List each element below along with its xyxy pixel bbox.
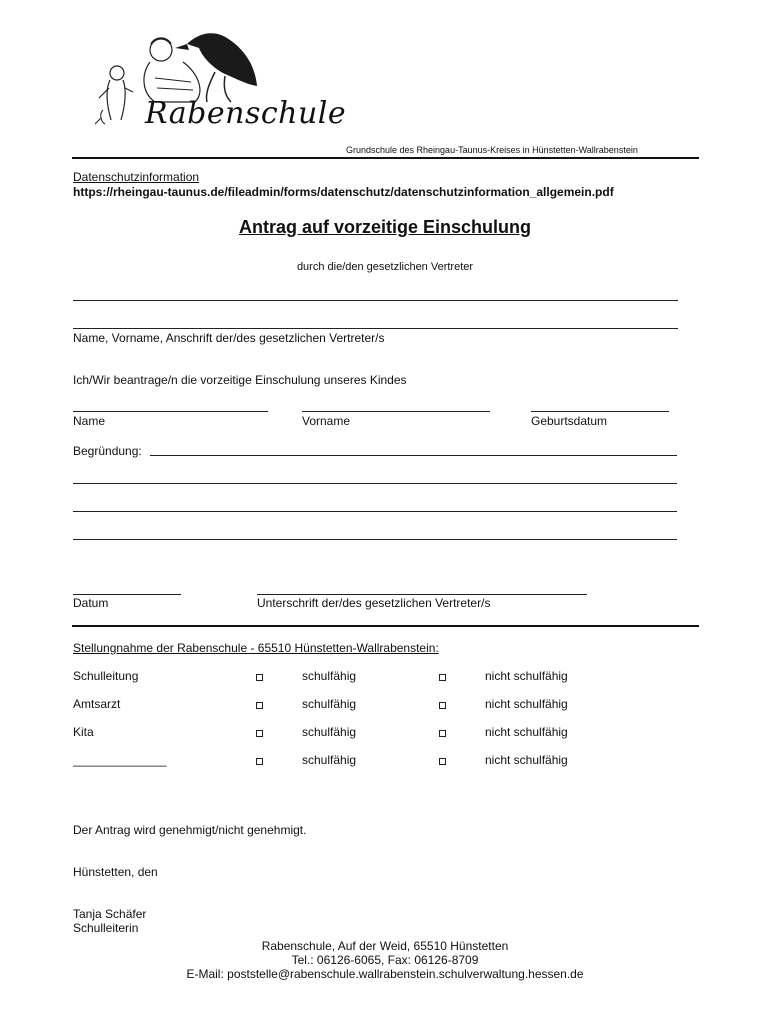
option-schulfaehig: schulfähig <box>302 725 357 739</box>
option-nicht-schulfaehig: nicht schulfähig <box>485 669 568 683</box>
option-schulfaehig: schulfähig <box>302 669 357 683</box>
option-schulfaehig: schulfähig <box>302 697 357 711</box>
date-label: Datum <box>73 596 109 610</box>
footer-phone: Tel.: 06126-6065, Fax: 06126-8709 <box>291 953 479 967</box>
privacy-url[interactable]: https://rheingau-taunus.de/fileadmin/forms/datenschutz/datenschutzinformation_allgemein.pdf <box>73 185 614 199</box>
option-nicht-schulfaehig: nicht schulfähig <box>485 753 568 767</box>
checkbox-nicht-schulfaehig[interactable] <box>439 758 446 765</box>
checkbox-nicht-schulfaehig[interactable] <box>439 730 446 737</box>
checkbox-nicht-schulfaehig[interactable] <box>439 674 446 681</box>
row-label-blank[interactable]: ______________ <box>73 753 167 767</box>
request-text: Ich/Wir beantrage/n die vorzeitige Einschulung unseres Kindes <box>73 373 407 387</box>
reason-field-line-3[interactable] <box>73 511 677 512</box>
guardian-field-line-1[interactable] <box>73 300 678 301</box>
option-nicht-schulfaehig: nicht schulfähig <box>485 725 568 739</box>
child-birthdate-field[interactable] <box>531 411 669 412</box>
privacy-label[interactable]: Datenschutzinformation <box>73 170 200 184</box>
child-name-label: Name <box>73 414 106 428</box>
option-nicht-schulfaehig: nicht schulfähig <box>485 697 568 711</box>
child-birthdate-label: Geburtsdatum <box>531 414 608 428</box>
checkbox-schulfaehig[interactable] <box>256 758 263 765</box>
footer-email: E-Mail: poststelle@rabenschule.wallrabenstein.schulverwaltung.hessen.de <box>186 967 584 981</box>
reason-field-line-2[interactable] <box>73 483 677 484</box>
row-label: Kita <box>73 725 94 739</box>
header-divider <box>72 157 699 159</box>
form-intro: durch die/den gesetzlichen Vertreter <box>296 261 474 273</box>
logo-text: Rabenschule <box>145 96 347 131</box>
date-field[interactable] <box>73 594 181 595</box>
row-label: Amtsarzt <box>73 697 121 711</box>
signer-name: Tanja Schäfer <box>73 907 147 921</box>
row-label: Schulleitung <box>73 669 139 683</box>
guardian-label: Name, Vorname, Anschrift der/des gesetzlichen Vertreter/s <box>73 331 385 345</box>
form-title: Antrag auf vorzeitige Einschulung <box>238 217 532 237</box>
statement-heading: Stellungnahme der Rabenschule - 65510 Hünstetten-Wallrabenstein: <box>73 641 439 655</box>
decision-text: Der Antrag wird genehmigt/nicht genehmigt. <box>73 823 307 837</box>
checkbox-nicht-schulfaehig[interactable] <box>439 702 446 709</box>
child-firstname-field[interactable] <box>302 411 490 412</box>
school-subtitle: Grundschule des Rheingau-Taunus-Kreises in Hünstetten-Wallrabenstein <box>346 145 638 155</box>
reason-field-line-4[interactable] <box>73 539 677 540</box>
child-firstname-label: Vorname <box>302 414 351 428</box>
signature-field[interactable] <box>257 594 587 595</box>
checkbox-schulfaehig[interactable] <box>256 674 263 681</box>
checkbox-schulfaehig[interactable] <box>256 730 263 737</box>
reason-field-line-1[interactable] <box>150 455 677 456</box>
checkbox-schulfaehig[interactable] <box>256 702 263 709</box>
school-logo <box>95 28 347 136</box>
guardian-field-line-2[interactable] <box>73 328 678 329</box>
reason-label: Begründung: <box>73 444 142 458</box>
signature-label: Unterschrift der/des gesetzlichen Vertreter/s <box>257 596 491 610</box>
section-divider <box>72 625 699 627</box>
signer-role: Schulleiterin <box>73 921 139 935</box>
footer-address: Rabenschule, Auf der Weid, 65510 Hünstetten <box>261 939 509 953</box>
child-name-field[interactable] <box>73 411 268 412</box>
option-schulfaehig: schulfähig <box>302 753 357 767</box>
place-date: Hünstetten, den <box>73 865 158 879</box>
